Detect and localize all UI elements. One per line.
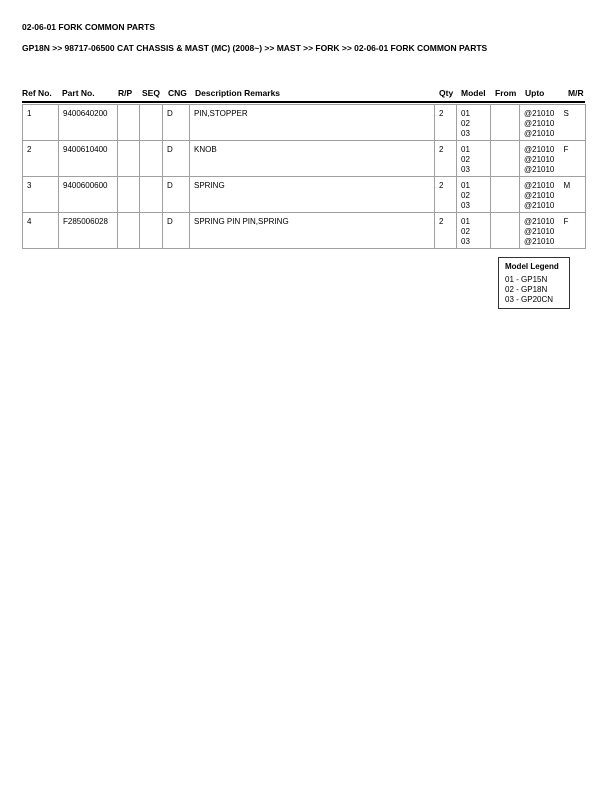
model-legend-item: 02 - GP18N — [505, 285, 548, 294]
cell-seq — [140, 141, 163, 177]
col-header-mr: M/R — [568, 88, 584, 98]
cell-description: SPRING PIN PIN,SPRING — [190, 213, 435, 249]
col-header-qty: Qty — [439, 88, 454, 98]
cell-qty: 2 — [435, 141, 457, 177]
cell-upto — [520, 213, 560, 249]
cell-seq — [140, 213, 163, 249]
cell-seq — [140, 105, 163, 141]
page-title: 02-06-01 FORK COMMON PARTS — [22, 22, 156, 32]
cell-upto-line: @21010 — [524, 165, 555, 174]
cell-mr: F — [560, 141, 586, 177]
col-header-part-no: Part No. — [62, 88, 95, 98]
cell-upto-line: @21010 — [524, 145, 555, 154]
model-legend-item: 01 - GP15N — [505, 275, 548, 284]
cell-upto-line: @21010 — [524, 227, 555, 236]
cell-model-line: 02 — [461, 155, 470, 164]
cell-ref-no: 2 — [23, 141, 59, 177]
cell-cng: D — [163, 177, 190, 213]
cell-model-line: 01 — [461, 145, 470, 154]
cell-rp — [118, 177, 140, 213]
model-legend-item: 03 - GP20CN — [505, 295, 554, 304]
cell-model — [457, 177, 491, 213]
parts-table-body — [23, 105, 586, 249]
cell-cng: D — [163, 141, 190, 177]
cell-model — [457, 141, 491, 177]
cell-upto-line: @21010 — [524, 129, 555, 138]
cell-mr: F — [560, 213, 586, 249]
cell-qty: 2 — [435, 105, 457, 141]
cell-qty: 2 — [435, 213, 457, 249]
cell-model-line: 01 — [461, 217, 470, 226]
model-legend-title: Model Legend — [505, 262, 559, 271]
col-header-seq: SEQ — [142, 88, 160, 98]
table-row — [23, 177, 586, 213]
cell-model-line: 03 — [461, 129, 470, 138]
cell-upto-line: @21010 — [524, 155, 555, 164]
cell-cng: D — [163, 213, 190, 249]
cell-cng: D — [163, 105, 190, 141]
header-divider — [22, 101, 585, 103]
cell-rp — [118, 213, 140, 249]
cell-mr: S — [560, 105, 586, 141]
cell-upto — [520, 105, 560, 141]
cell-ref-no: 1 — [23, 105, 59, 141]
cell-upto-line: @21010 — [524, 217, 555, 226]
col-header-model: Model — [461, 88, 486, 98]
cell-upto-line: @21010 — [524, 191, 555, 200]
cell-model-line: 02 — [461, 119, 470, 128]
cell-description: KNOB — [190, 141, 435, 177]
col-header-ref-no: Ref No. — [22, 88, 52, 98]
model-legend — [498, 257, 570, 309]
col-header-upto: Upto — [525, 88, 545, 98]
cell-model-line: 02 — [461, 191, 470, 200]
col-header-description: Description Remarks — [195, 88, 281, 98]
table-row — [23, 105, 586, 141]
table-row — [23, 213, 586, 249]
cell-upto-line: @21010 — [524, 181, 555, 190]
cell-upto — [520, 141, 560, 177]
cell-ref-no: 3 — [23, 177, 59, 213]
cell-upto-line: @21010 — [524, 201, 555, 210]
cell-ref-no: 4 — [23, 213, 59, 249]
cell-seq — [140, 177, 163, 213]
cell-from — [491, 105, 520, 141]
cell-rp — [118, 105, 140, 141]
cell-mr: M — [560, 177, 586, 213]
cell-upto-line: @21010 — [524, 237, 555, 246]
cell-model-line: 03 — [461, 201, 470, 210]
cell-model — [457, 213, 491, 249]
col-header-from: From — [495, 88, 517, 98]
cell-upto — [520, 177, 560, 213]
cell-model-line: 01 — [461, 109, 470, 118]
cell-upto-line: @21010 — [524, 119, 555, 128]
cell-description: SPRING — [190, 177, 435, 213]
cell-from — [491, 141, 520, 177]
cell-model-line: 03 — [461, 165, 470, 174]
cell-rp — [118, 141, 140, 177]
cell-model-line: 03 — [461, 237, 470, 246]
cell-description: PIN,STOPPER — [190, 105, 435, 141]
col-header-rp: R/P — [118, 88, 133, 98]
cell-from — [491, 213, 520, 249]
table-row — [23, 141, 586, 177]
cell-part-no: F285006028 — [59, 213, 118, 249]
cell-upto-line: @21010 — [524, 109, 555, 118]
cell-model-line: 01 — [461, 181, 470, 190]
cell-qty: 2 — [435, 177, 457, 213]
cell-part-no: 9400640200 — [59, 105, 118, 141]
parts-table — [22, 104, 586, 249]
cell-part-no: 9400600600 — [59, 177, 118, 213]
breadcrumb: GP18N >> 98717-06500 CAT CHASSIS & MAST (MC) (2008~) >> MAST >> FORK >> 02-06-01 FORK COMMON PARTS — [22, 43, 488, 53]
cell-model — [457, 105, 491, 141]
col-header-cng: CNG — [168, 88, 187, 98]
cell-model-line: 02 — [461, 227, 470, 236]
cell-from — [491, 177, 520, 213]
cell-part-no: 9400610400 — [59, 141, 118, 177]
